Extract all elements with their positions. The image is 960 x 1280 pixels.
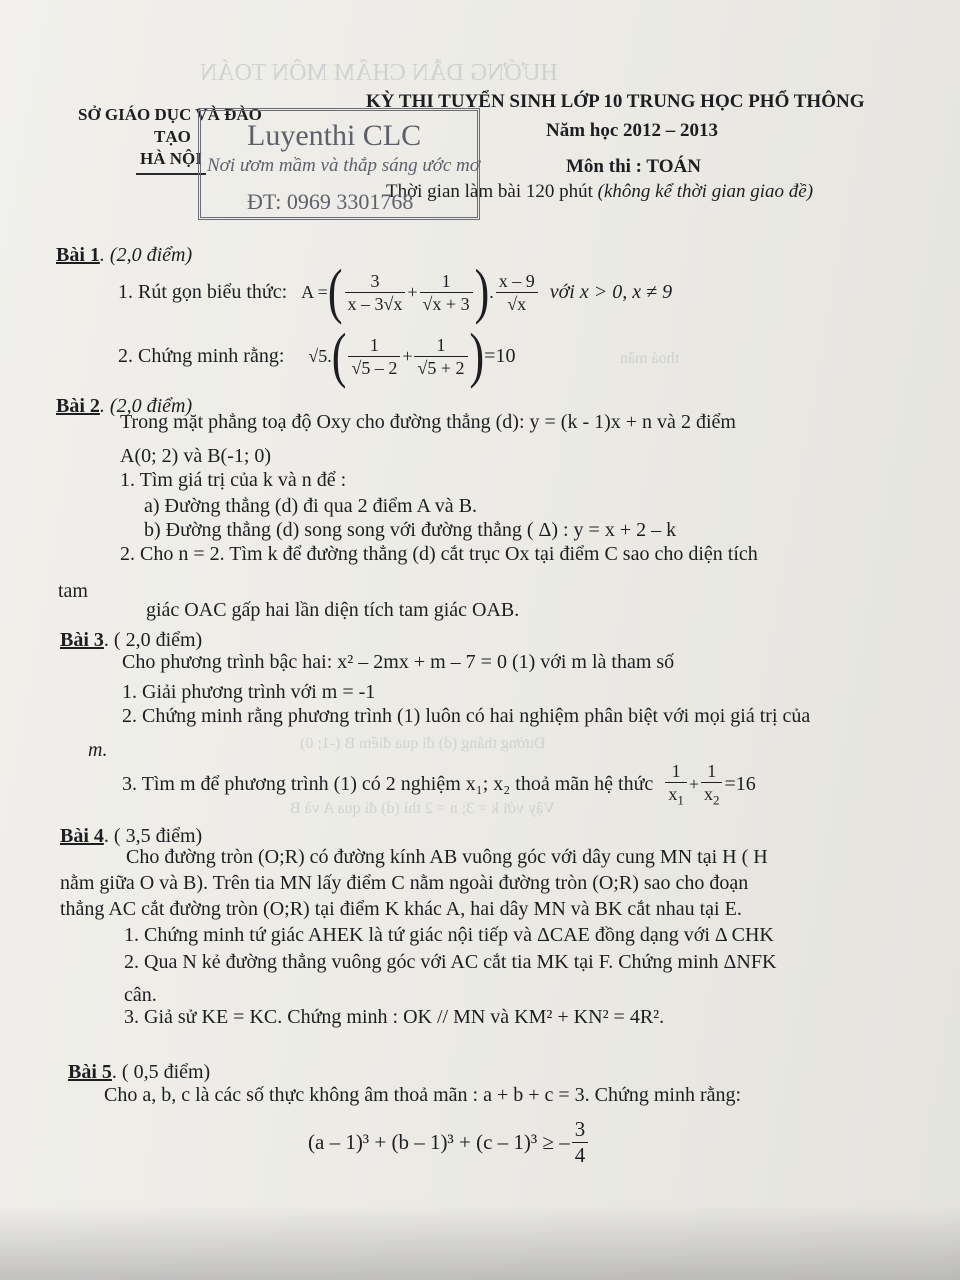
- bai1-q2: [118, 321, 516, 390]
- bai1-q1-condition: với x > 0, x ≠ 9: [549, 281, 673, 303]
- bai3-q1: 1. Giải phương trình với m = -1: [122, 681, 376, 703]
- bai3-q2b: m.: [88, 739, 108, 761]
- stamp-box: [198, 108, 480, 220]
- bai4-q3: 3. Giả sử KE = KC. Chứng minh : OK // MN và KM² + KN² = 4R².: [124, 1006, 665, 1028]
- subject: Môn thi : TOÁN: [566, 156, 701, 177]
- exam-title: KỲ THI TUYỂN SINH LỚP 10 TRUNG HỌC PHỔ THÔNG: [366, 91, 865, 112]
- time-prefix: Thời gian làm bài 120 phút: [386, 181, 593, 202]
- bai5-ineq-text: (a – 1)³ + (b – 1)³ + (c – 1)³ ≥ –: [308, 1129, 570, 1154]
- stamp-slogan: Nơi ươm mầm và thắp sáng ước mơ: [207, 155, 480, 176]
- header-dept-line3: HÀ NỘI: [140, 149, 202, 168]
- bai1-q2-formula: √5. ( $\frac{1}{√5 - 2}$ + $\frac{1}{√5 + 2}$ ): [308, 321, 485, 390]
- bai4-title: Bài 4: [60, 825, 104, 847]
- time-note: (không kể thời gian giao đề): [597, 181, 814, 202]
- bai4-q2a: 2. Qua N kẻ đường thẳng vuông góc với AC cắt tia MK tại F. Chứng minh ΔNFK: [124, 951, 777, 973]
- bai2-q2a: 2. Cho n = 2. Tìm k để đường thẳng (d) cắt trục Ox tại điểm C sao cho diện tích: [120, 543, 758, 565]
- bai2-qb: b) Đường thẳng (d) song song với đường thẳng ( Δ) : y = x + 2 – k: [144, 519, 677, 541]
- bai5-intro: Cho a, b, c là các số thực không âm thoả mãn : a + b + c = 3. Chứng minh rằng:: [104, 1084, 742, 1106]
- bai2-q2b: tam: [58, 580, 88, 602]
- stamp-phone: ĐT: 0969 3301768: [247, 189, 414, 214]
- bai2-q1: 1. Tìm giá trị của k và n để :: [120, 469, 347, 491]
- school-year: Năm học 2012 – 2013: [546, 120, 719, 141]
- bai4-points: . ( 3,5 điểm): [103, 825, 203, 847]
- bai1-q2-result: =10: [484, 345, 516, 367]
- header-dept-line1: SỞ GIÁO DỤC VÀ ĐÀO: [78, 105, 262, 124]
- header-dept-line2: TẠO: [154, 127, 191, 146]
- bai5-heading: [68, 1062, 210, 1082]
- bai3-q3-result: =16: [724, 773, 756, 795]
- bai4-p1: Cho đường tròn (O;R) có đường kính AB vuông góc với dây cung MN tại H ( H: [126, 846, 768, 868]
- bai5-ineq-fraction: $\frac{3}{4}$: [572, 1119, 589, 1166]
- header-underline: [136, 173, 206, 175]
- bai5-inequality: [308, 1110, 590, 1174]
- bai3-title: Bài 3: [60, 629, 104, 651]
- bai3-points: . ( 2,0 điểm): [103, 629, 203, 651]
- bai2-intro2: A(0; 2) và B(-1; 0): [120, 445, 272, 467]
- bai4-q1: 1. Chứng minh tứ giác AHEK là tứ giác nội tiếp và ΔCAE đồng dạng với Δ CHK: [124, 924, 774, 946]
- bai2-intro1: Trong mặt phẳng toạ độ Oxy cho đường thẳng (d): y = (k - 1)x + n và 2 điểm: [120, 411, 736, 433]
- bai1-q1-label: 1. Rút gọn biểu thức:: [118, 281, 288, 303]
- bai3-q3: [122, 756, 756, 812]
- bai2-points: . (2,0 điểm): [99, 395, 193, 417]
- bai2-title: Bài 2: [56, 395, 100, 417]
- bai4-q2b: cân.: [124, 984, 157, 1006]
- bai3-heading: [60, 630, 202, 650]
- bai5-title: Bài 5: [68, 1061, 112, 1083]
- bai3-q3-text: 3. Tìm m để phương trình (1) có 2 nghiệm x₁; x₂ thoả mãn hệ thức: [122, 773, 654, 795]
- photo-shadow: [0, 1205, 960, 1280]
- bai1-q1: [118, 257, 673, 326]
- bai2-qa: a) Đường thẳng (d) đi qua 2 điểm A và B.: [144, 495, 478, 517]
- bai1-points: . (2,0 điểm): [99, 244, 193, 266]
- bai1-q1-formula: A = ( $\frac{3}{x - 3√x}$ + $\frac{1}{√x + 3}$ ) . $\frac{x - 9}{√x}$: [301, 270, 540, 314]
- ghost-text-3: Đường thẳng (d) đi qua điểm B (-1; 0): [300, 735, 546, 752]
- bai3-intro: Cho phương trình bậc hai: x² – 2mx + m – 7 = 0 (1) với m là tham số: [122, 651, 675, 673]
- ghost-text-1: HƯỚNG DẪN CHẤM MÔN TOÁN: [200, 60, 558, 86]
- bai2-q2c: giác OAC gấp hai lần diện tích tam giác OAB.: [146, 599, 520, 621]
- bai3-q2a: 2. Chứng minh rằng phương trình (1) luôn có hai nghiệm phân biệt với mọi giá trị của: [122, 705, 811, 727]
- stamp-name: Luyenthi CLC: [247, 119, 422, 152]
- ghost-text-2: thoả mãn: [620, 350, 680, 367]
- bai1-title: Bài 1: [56, 244, 100, 266]
- bai5-points: . ( 0,5 điểm): [111, 1061, 211, 1083]
- ghost-text-4: Vậy với k = 3; n = 2 thì (d) đi qua A và B: [290, 800, 555, 817]
- bai4-heading: [60, 826, 202, 846]
- bai4-p2: nằm giữa O và B). Trên tia MN lấy điểm C nằm ngoài đường tròn (O;R) sao cho đoạn: [60, 872, 749, 894]
- bai1-q2-label: 2. Chứng minh rằng:: [118, 345, 285, 367]
- bai4-p3: thẳng AC cắt đường tròn (O;R) tại điểm K khác A, hai dây MN và BK cắt nhau tại E.: [60, 898, 742, 920]
- bai3-q3-formula: $\frac{1}{x_1}$ + $\frac{1}{x_2}$: [663, 762, 724, 807]
